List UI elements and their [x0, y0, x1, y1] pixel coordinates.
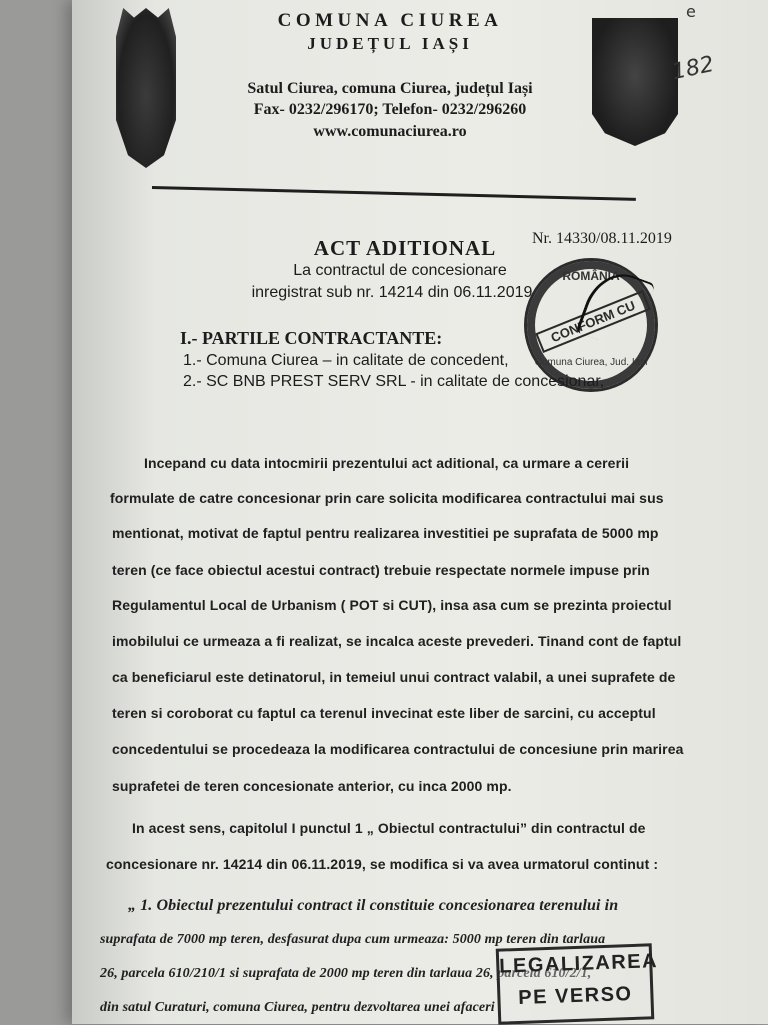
legalization-stamp-line2: PE VERSO — [517, 983, 633, 1009]
body-line: mentionat, motivat de faptul pentru realizarea investitiei pe suprafata de 5000 mp — [112, 525, 659, 541]
institution-county: JUDEȚUL IAȘI — [307, 34, 473, 53]
body-line: teren si coroborat cu faptul ca terenul invecinat este liber de sarcini, cu acceptul — [112, 705, 656, 721]
institution-website: www.comunaciurea.ro — [313, 123, 467, 140]
legalization-stamp-line1: LEGALIZAREA — [498, 950, 659, 978]
body-line: suprafata de 7000 mp teren, desfasurat dupa cum urmeaza: 5000 mp teren din tarlaua — [100, 932, 606, 947]
body-line: ca beneficiarul este detinatorul, in temeiul unui contract valabil, a unei suprafete de — [112, 669, 676, 685]
body-line: concedentului se procedeaza la modificarea contractului de concesiune prin marirea — [112, 741, 684, 757]
body-line: teren (ce face obiectul acestui contract) trebuie respectate normele impuse prin — [112, 562, 650, 578]
handwritten-page-number: 182 — [669, 51, 717, 86]
body-line: imobilului ce urmeaza a fi realizat, se incalca aceste prevederi. Tinand cont de faptul — [112, 633, 682, 649]
corner-handwritten-mark: e — [686, 2, 696, 21]
body-line: formulate de catre concesionar prin care solicita modificarea contractului mai sus — [110, 490, 664, 506]
body-line: din satul Curaturi, comuna Ciurea, pentru dezvoltarea unei afaceri — [100, 1000, 495, 1015]
document-subtitle-line1: La contractul de concesionare — [293, 262, 507, 279]
body-line: Regulamentul Local de Urbanism ( POT si CUT), insa asa cum se prezinta proiectul — [112, 597, 672, 613]
stamp-bottom-text: Comuna Ciurea, Jud. Iași — [534, 357, 648, 368]
romania-coat-of-arms-icon — [592, 18, 678, 146]
document-title: ACT ADITIONAL — [313, 236, 497, 260]
party-concesionar: 2.- SC BNB PREST SERV SRL - in calitate de concesionar, — [183, 373, 605, 390]
institution-address: Satul Ciurea, comuna Ciurea, județul Iași — [247, 80, 533, 97]
body-line: Incepand cu data intocmirii prezentului act aditional, ca urmare a cererii — [144, 455, 630, 471]
institution-contact: Fax- 0232/296170; Telefon- 0232/296260 — [253, 101, 527, 118]
legalization-stamp — [496, 943, 659, 1024]
stamp-middle-text: CONFORM CU — [535, 290, 650, 353]
document-number: Nr. 14330/08.11.2019 — [532, 230, 672, 247]
body-line: suprafetei de teren concesionate anterior, cu inca 2000 mp. — [112, 778, 512, 794]
institution-title: COMUNA CIUREA — [277, 10, 503, 31]
body-line: „ 1. Obiectul prezentului contract il constituie concesionarea terenului in — [128, 897, 619, 914]
body-line: concesionare nr. 14214 din 06.11.2019, se modifica si va avea urmatorul continut : — [106, 856, 659, 872]
stamp-top-text: ROMÂNIA — [562, 269, 620, 283]
county-crest-icon — [116, 8, 176, 168]
body-line: In acest sens, capitolul I punctul 1 „ Obiectul contractului” din contractul de — [132, 820, 646, 836]
party-concedent: 1.- Comuna Ciurea – in calitate de concedent, — [183, 352, 509, 369]
document-subtitle-line2: inregistrat sub nr. 14214 din 06.11.2019 — [251, 284, 533, 301]
parties-heading: I.- PARTILE CONTRACTANTE: — [180, 328, 443, 348]
body-line: 26, parcela 610/210/1 si suprafata de 2000 mp teren din tarlaua 26, parcela 610/2/1, — [100, 966, 592, 981]
